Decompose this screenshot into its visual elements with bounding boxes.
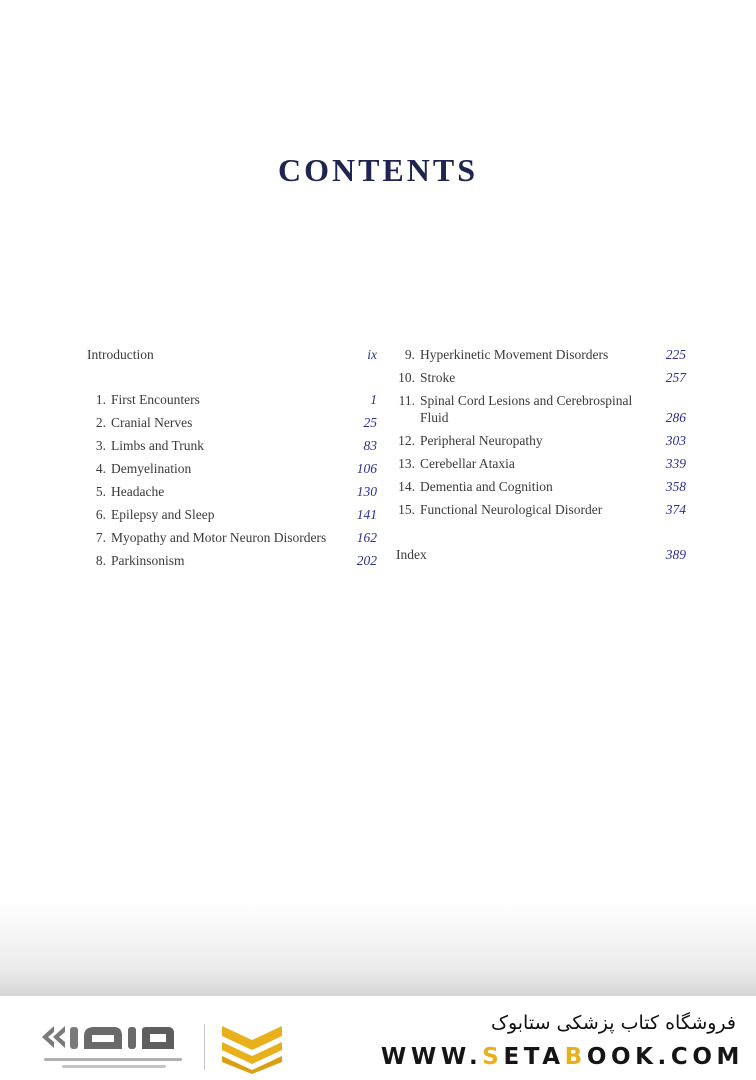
toc-entry-page: 339 [665, 456, 686, 471]
toc-entry-number: 2. [95, 415, 106, 430]
toc-entry-number: 1. [95, 392, 106, 407]
toc-entry-number: 15. [398, 502, 415, 517]
toc-entry-title: Stroke [420, 370, 456, 385]
toc-entry-chapter-7[interactable] [87, 529, 377, 546]
toc-entry-page: 374 [665, 502, 686, 517]
toc-entry-page: 286 [665, 410, 686, 425]
toc-entry-page: 225 [665, 347, 686, 362]
toc-entry-page: 106 [356, 461, 377, 476]
toc-entry-number: 14. [398, 479, 415, 494]
toc-entry-number: 3. [95, 438, 106, 453]
toc-entry-title: Parkinsonism [111, 553, 185, 568]
stacked-books-icon[interactable] [214, 1018, 290, 1074]
footer-divider [204, 1024, 205, 1070]
url-mid: ETA [503, 1044, 565, 1070]
store-url-link[interactable] [381, 1044, 744, 1070]
toc-entry-page: 257 [665, 370, 686, 385]
toc-entry-chapter-6[interactable] [87, 506, 377, 523]
toc-entry-title: Limbs and Trunk [111, 438, 205, 453]
footer-shadow [0, 900, 756, 1000]
toc-entry-chapter-3[interactable] [87, 437, 377, 454]
setabook-wordmark-icon[interactable] [40, 1018, 190, 1076]
toc-entry-introduction[interactable] [87, 346, 377, 363]
toc-entry-number: 13. [398, 456, 415, 471]
toc-spacer [396, 524, 686, 546]
toc-entry-title: Dementia and Cognition [420, 479, 553, 494]
toc-entry-number: 12. [398, 433, 415, 448]
toc-entry-number: 8. [95, 553, 106, 568]
toc-entry-title: Hyperkinetic Movement Disorders [420, 347, 609, 362]
toc-entry-title: Demyelination [111, 461, 192, 476]
toc-entry-chapter-13[interactable] [396, 455, 686, 472]
toc-entry-number: 9. [404, 347, 415, 362]
toc-entry-title: Introduction [87, 347, 154, 362]
toc-entry-number: 6. [95, 507, 106, 522]
url-accent-s: S [482, 1044, 504, 1070]
toc-entry-page: 303 [665, 433, 686, 448]
toc-entry-chapter-4[interactable] [87, 460, 377, 477]
toc-entry-chapter-12[interactable] [396, 432, 686, 449]
toc-entry-chapter-5[interactable] [87, 483, 377, 500]
toc-entry-title: Epilepsy and Sleep [111, 507, 215, 522]
toc-entry-index[interactable] [396, 546, 686, 563]
toc-entry-title: First Encounters [111, 392, 200, 407]
toc-entry-page: 1 [370, 392, 377, 407]
toc-entry-page: 25 [363, 415, 377, 430]
toc-entry-title: Cerebellar Ataxia [420, 456, 515, 471]
toc-entry-page: 202 [356, 553, 377, 568]
toc-entry-page: 389 [665, 547, 686, 562]
toc-entry-page: ix [367, 347, 377, 362]
toc-entry-number: 11. [398, 393, 415, 408]
toc-entry-chapter-8[interactable] [87, 552, 377, 569]
toc-entry-title: Functional Neurological Disorder [420, 502, 603, 517]
toc-entry-title: Myopathy and Motor Neuron Disorders [111, 530, 327, 545]
toc-entry-chapter-15[interactable] [396, 501, 686, 518]
toc-entry-page: 162 [356, 530, 377, 545]
toc-entry-number: 5. [95, 484, 106, 499]
toc-entry-title: Peripheral Neuropathy [420, 433, 543, 448]
toc-entry-chapter-9[interactable] [396, 346, 686, 363]
toc-entry-chapter-11[interactable] [396, 392, 686, 426]
store-name: فروشگاه کتاب پزشکی ستابوک [490, 1012, 736, 1034]
toc-entry-title: Index [396, 547, 427, 562]
toc-spacer [87, 369, 377, 391]
toc-entry-page: 358 [665, 479, 686, 494]
toc-entry-chapter-2[interactable] [87, 414, 377, 431]
page-title: CONTENTS [277, 152, 479, 188]
url-suffix: OOK.COM [586, 1044, 744, 1070]
toc-entry-page: 130 [356, 484, 377, 499]
toc-entry-title: Spinal Cord Lesions and Cerebrospinal Fluid [420, 393, 633, 425]
toc-entry-number: 10. [398, 370, 415, 385]
toc-entry-page: 141 [356, 507, 377, 522]
toc-entry-title: Cranial Nerves [111, 415, 193, 430]
url-accent-b: B [564, 1044, 587, 1070]
toc-entry-number: 7. [95, 530, 106, 545]
toc-entry-chapter-14[interactable] [396, 478, 686, 495]
toc-column-left [87, 346, 377, 575]
toc-entry-title: Headache [111, 484, 165, 499]
toc-entry-chapter-10[interactable] [396, 369, 686, 386]
url-prefix: WWW. [380, 1044, 483, 1070]
toc-entry-number: 4. [95, 461, 106, 476]
toc-column-right [396, 346, 686, 569]
toc-entry-chapter-1[interactable] [87, 391, 377, 408]
toc-entry-page: 83 [363, 438, 377, 453]
